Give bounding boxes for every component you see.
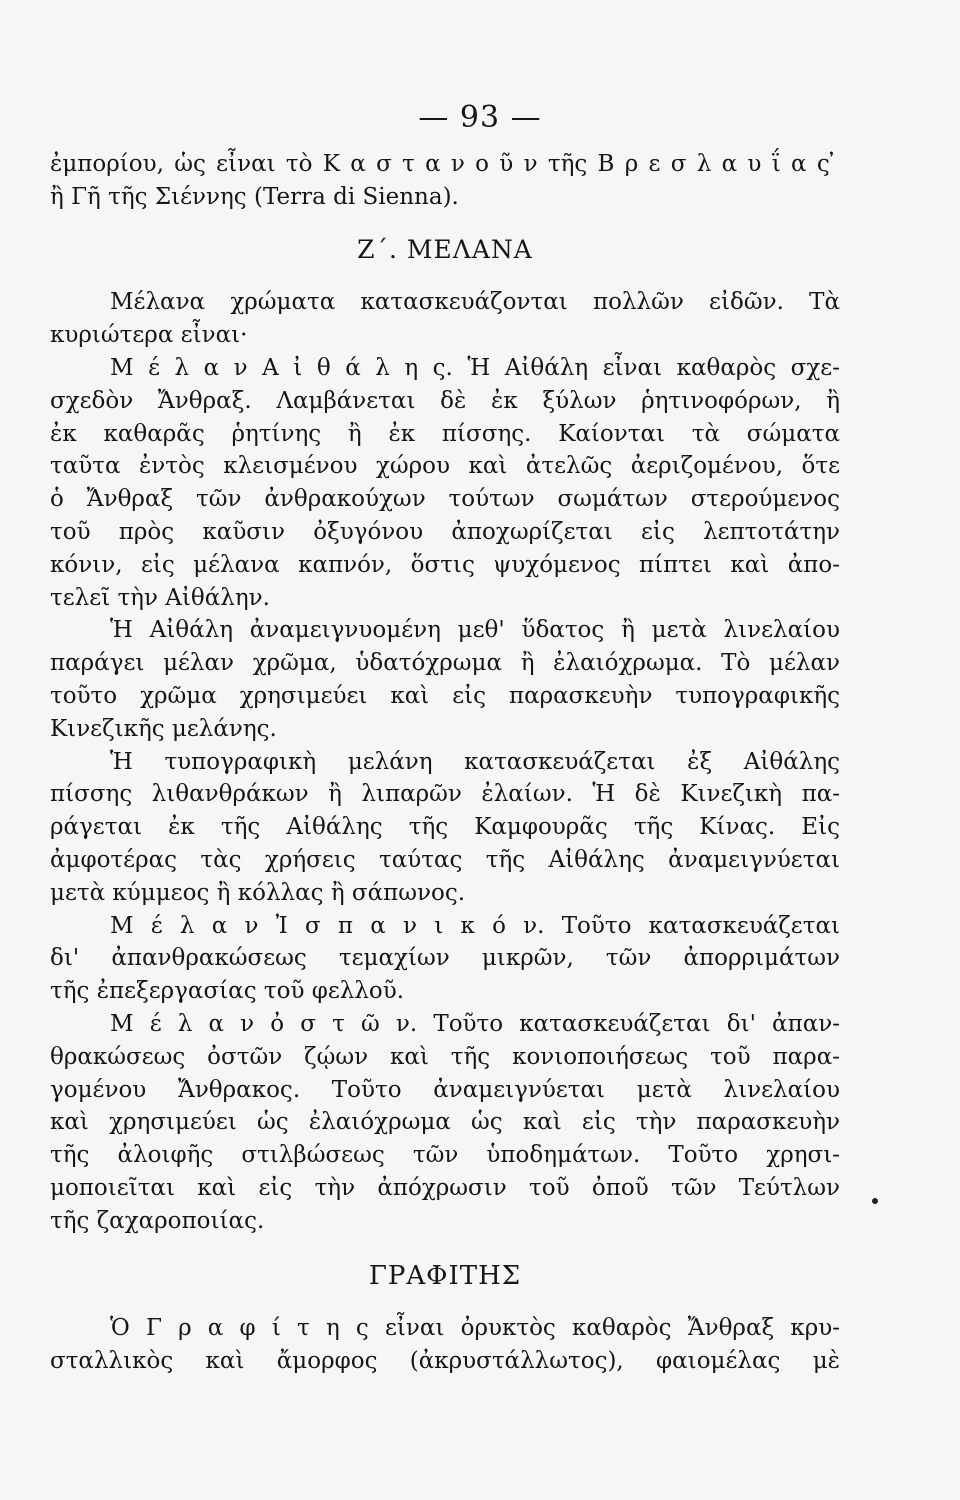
text-line: μετὰ κύμμεος ἢ κόλλας ἢ σάπωνος. xyxy=(50,879,466,906)
ink-speck xyxy=(872,1198,878,1204)
page-number: — 93 — xyxy=(418,100,542,135)
section-gap xyxy=(50,1238,840,1260)
text-line: καὶ χρησιμεύει ὡς ἐλαιόχρωμα ὡς καὶ εἰς τὴν παρασκευὴν xyxy=(50,1109,840,1136)
text-line: Μέλανα χρώματα κατασκευάζονται πολλῶν εἰδῶν. Τὰ xyxy=(110,289,840,316)
text-line: Κινεζικῆς μελάνης. xyxy=(50,715,277,742)
text-line: Μ έ λ α ν Ἰ σ π α ν ι κ ό ν. Τοῦτο κατασκευάζεται xyxy=(110,912,840,939)
text-line: τῆς ζαχαροποιίας. xyxy=(50,1207,265,1234)
text-line: δι' ἀπανθρακώσεως τεμαχίων μικρῶν, τῶν ἀπορριμάτων xyxy=(50,945,840,972)
text-line: ράγεται ἐκ τῆς Αἰθάλης τῆς Καμφουρᾶς τῆς Κίνας. Εἰς xyxy=(50,814,840,841)
text-line: κυριώτερα εἶναι· xyxy=(50,322,248,349)
body-text xyxy=(50,148,840,1378)
text-line: Μ έ λ α ν Α ἰ θ ά λ η ς. Ἡ Αἰθάλη εἶναι καθαρὸς σχε- xyxy=(110,354,840,381)
section-heading: ΓΡΑΦΙΤΗΣ xyxy=(368,1260,522,1291)
text-line: Ὁ Γ ρ α φ ί τ η ς εἶναι ὀρυκτὸς καθαρὸς Ἄνθραξ κρυ- xyxy=(110,1315,840,1342)
text-line: τῆς ἐπεξεργασίας τοῦ φελλοῦ. xyxy=(50,978,405,1005)
text-line: θρακώσεως ὀστῶν ζῴων καὶ τῆς κονιοποιήσεως τοῦ παρα- xyxy=(50,1043,840,1070)
text-line: ἐμπορίου, ὡς εἶναι τὸ Κ α σ τ α ν ο ῦ ν τῆς Β ρ ε σ λ α υ ΐ α ς ̓ xyxy=(50,151,840,177)
text-line: μοποιεῖται καὶ εἰς τὴν ἀπόχρωσιν τοῦ ὀποῦ τῶν Τεύτλων xyxy=(50,1174,840,1201)
text-line: Μ έ λ α ν ὀ σ τ ῶ ν. Τοῦτο κατασκευάζεται δι' ἀπαν- xyxy=(110,1010,840,1037)
text-line: Ἡ τυπογραφικὴ μελάνη κατασκευάζεται ἐξ Αἰθάλης xyxy=(110,748,840,775)
text-line: ἐκ καθαρᾶς ῥητίνης ἢ ἐκ πίσσης. Καίονται τὰ σώματα xyxy=(50,420,840,447)
text-line: σταλλικὸς καὶ ἄμορφος (ἀκρυστάλλωτος), φαιομέλας μὲ xyxy=(50,1348,840,1375)
text-line: πίσσης λιθανθράκων ἢ λιπαρῶν ἐλαίων. Ἡ δὲ Κινεζικὴ πα- xyxy=(50,781,840,808)
text-line: τοῦτο χρῶμα χρησιμεύει καὶ εἰς παρασκευὴν τυπογραφικῆς xyxy=(50,682,840,709)
text-line: γομένου Ἄνθρακος. Τοῦτο ἀναμειγνύεται μετὰ λινελαίου xyxy=(50,1076,840,1103)
section-gap xyxy=(50,1292,840,1312)
text-line: ὁ Ἄνθραξ τῶν ἀνθρακούχων τούτων σωμάτων στερούμενος xyxy=(50,486,840,513)
section-gap xyxy=(50,266,840,286)
text-line: Ἡ Αἰθάλη ἀναμειγνυομένη μεθ' ὕδατος ἢ μετὰ λινελαίου xyxy=(110,617,840,644)
text-line: ταῦτα ἐντὸς κλεισμένου χώρου καὶ ἀτελῶς ἀεριζομένου, ὅτε xyxy=(50,453,840,480)
section-gap xyxy=(50,214,840,234)
text-line: ἀμφοτέρας τὰς χρήσεις ταύτας τῆς Αἰθάλης ἀναμειγνύεται xyxy=(50,846,840,873)
text-line: σχεδὸν Ἄνθραξ. Λαμβάνεται δὲ ἐκ ξύλων ῥητινοφόρων, ἢ xyxy=(50,387,840,414)
text-line: παράγει μέλαν χρῶμα, ὑδατόχρωμα ἢ ἐλαιόχρωμα. Τὸ μέλαν xyxy=(50,650,840,677)
text-line: κόνιν, εἰς μέλανα καπνόν, ὅστις ψυχόμενος πίπτει καὶ ἀπο- xyxy=(50,551,840,578)
text-line: τοῦ πρὸς καῦσιν ὀξυγόνου ἀποχωρίζεται εἰς λεπτοτάτην xyxy=(50,518,840,545)
section-heading: Ζ΄. ΜΕΛΑΝΑ xyxy=(357,234,533,264)
text-line: τῆς ἀλοιφῆς στιλβώσεως τῶν ὑποδημάτων. Τοῦτο χρησι- xyxy=(50,1142,840,1169)
text-line: τελεῖ τὴν Αἰθάλην. xyxy=(50,584,270,611)
text-line: ἢ Γῆ τῆς Σιέννης (Terra di Sienna). xyxy=(50,183,459,210)
